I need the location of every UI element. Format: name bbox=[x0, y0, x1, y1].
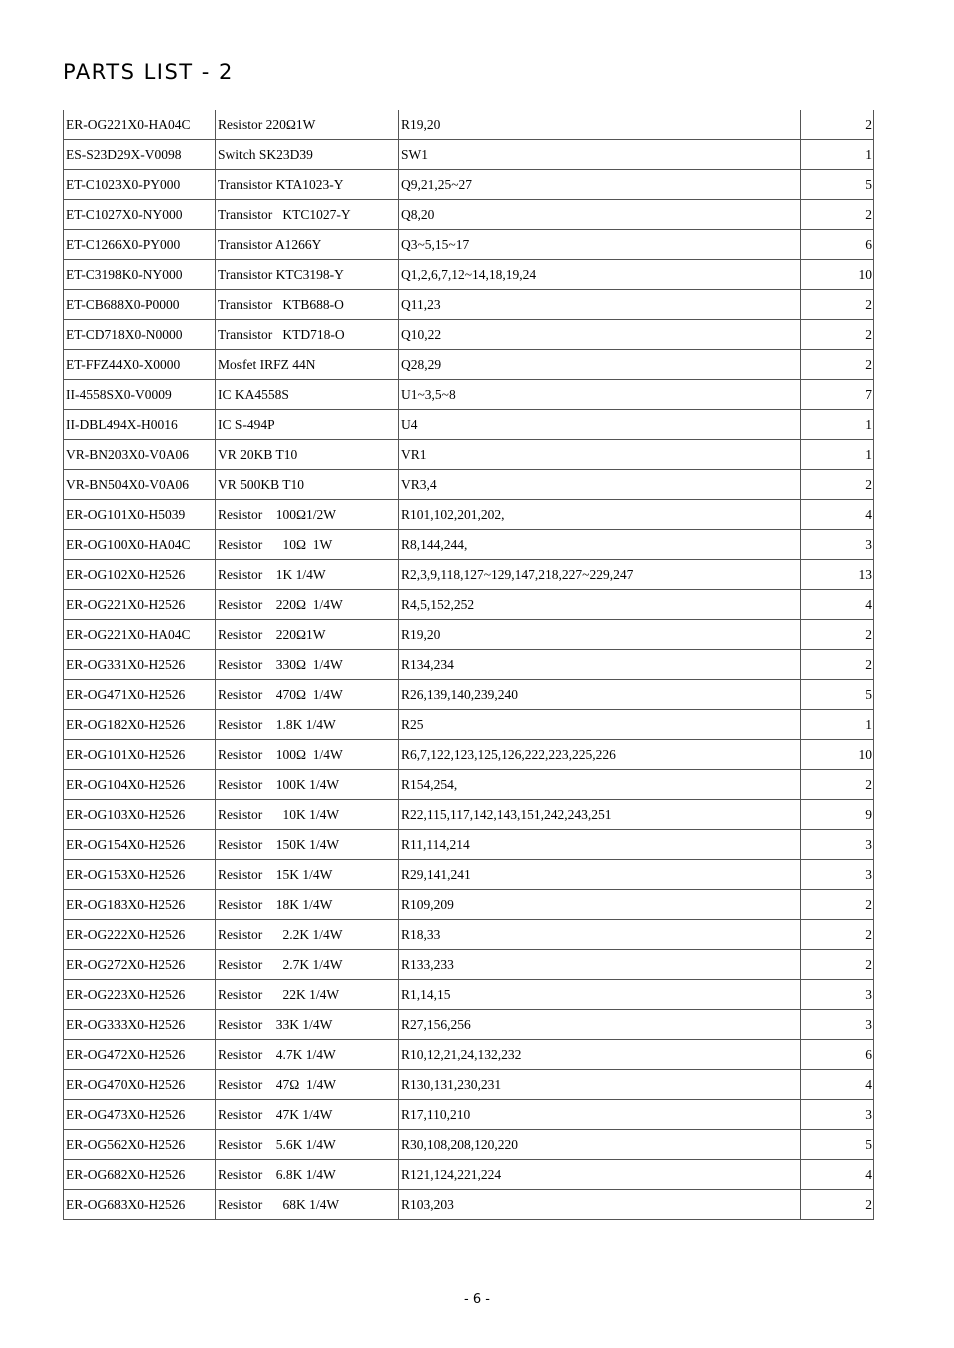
reference-cell: Q10,22 bbox=[399, 320, 801, 350]
table-row bbox=[64, 230, 874, 260]
reference-cell: R29,141,241 bbox=[399, 860, 801, 890]
description-cell: Resistor 22K 1/4W bbox=[216, 980, 399, 1010]
part-code-cell: ET-CD718X0-N0000 bbox=[64, 320, 216, 350]
table-row bbox=[64, 950, 874, 980]
quantity-cell: 2 bbox=[801, 1190, 874, 1220]
table-row bbox=[64, 530, 874, 560]
table-row bbox=[64, 650, 874, 680]
reference-cell: R2,3,9,118,127~129,147,218,227~229,247 bbox=[399, 560, 801, 590]
reference-cell: VR3,4 bbox=[399, 470, 801, 500]
part-code-cell: ET-C1023X0-PY000 bbox=[64, 170, 216, 200]
part-code-cell: ER-OG221X0-HA04C bbox=[64, 620, 216, 650]
reference-cell: R130,131,230,231 bbox=[399, 1070, 801, 1100]
description-cell: Resistor 220Ω1W bbox=[216, 620, 399, 650]
part-code-cell: II-4558SX0-V0009 bbox=[64, 380, 216, 410]
quantity-cell: 3 bbox=[801, 530, 874, 560]
quantity-cell: 2 bbox=[801, 290, 874, 320]
table-row bbox=[64, 740, 874, 770]
table-row bbox=[64, 860, 874, 890]
table-row bbox=[64, 500, 874, 530]
part-code-cell: ER-OG101X0-H5039 bbox=[64, 500, 216, 530]
reference-cell: R30,108,208,120,220 bbox=[399, 1130, 801, 1160]
part-code-cell: ER-OG183X0-H2526 bbox=[64, 890, 216, 920]
quantity-cell: 3 bbox=[801, 830, 874, 860]
table-row bbox=[64, 710, 874, 740]
part-code-cell: ER-OG154X0-H2526 bbox=[64, 830, 216, 860]
table-row bbox=[64, 1010, 874, 1040]
reference-cell: R22,115,117,142,143,151,242,243,251 bbox=[399, 800, 801, 830]
description-cell: Resistor 47Ω 1/4W bbox=[216, 1070, 399, 1100]
table-row bbox=[64, 1130, 874, 1160]
table-row bbox=[64, 890, 874, 920]
description-cell: Transistor KTA1023-Y bbox=[216, 170, 399, 200]
part-code-cell: II-DBL494X-H0016 bbox=[64, 410, 216, 440]
part-code-cell: ER-OG223X0-H2526 bbox=[64, 980, 216, 1010]
part-code-cell: ER-OG222X0-H2526 bbox=[64, 920, 216, 950]
part-code-cell: ET-C1266X0-PY000 bbox=[64, 230, 216, 260]
table-row bbox=[64, 560, 874, 590]
quantity-cell: 2 bbox=[801, 320, 874, 350]
description-cell: Resistor 220Ω 1/4W bbox=[216, 590, 399, 620]
quantity-cell: 2 bbox=[801, 650, 874, 680]
reference-cell: R103,203 bbox=[399, 1190, 801, 1220]
part-code-cell: ER-OG333X0-H2526 bbox=[64, 1010, 216, 1040]
quantity-cell: 5 bbox=[801, 1130, 874, 1160]
part-code-cell: ER-OG470X0-H2526 bbox=[64, 1070, 216, 1100]
table-row bbox=[64, 920, 874, 950]
part-code-cell: ER-OG471X0-H2526 bbox=[64, 680, 216, 710]
quantity-cell: 10 bbox=[801, 260, 874, 290]
page-number: - 6 - bbox=[464, 1292, 490, 1307]
description-cell: Resistor 5.6K 1/4W bbox=[216, 1130, 399, 1160]
parts-table-body bbox=[64, 110, 874, 1220]
description-cell: Resistor 47K 1/4W bbox=[216, 1100, 399, 1130]
quantity-cell: 6 bbox=[801, 1040, 874, 1070]
quantity-cell: 2 bbox=[801, 950, 874, 980]
reference-cell: R11,114,214 bbox=[399, 830, 801, 860]
description-cell: Resistor 100Ω1/2W bbox=[216, 500, 399, 530]
part-code-cell: ER-OG153X0-H2526 bbox=[64, 860, 216, 890]
part-code-cell: VR-BN203X0-V0A06 bbox=[64, 440, 216, 470]
reference-cell: U4 bbox=[399, 410, 801, 440]
reference-cell: R121,124,221,224 bbox=[399, 1160, 801, 1190]
table-row bbox=[64, 410, 874, 440]
quantity-cell: 2 bbox=[801, 920, 874, 950]
part-code-cell: ER-OG682X0-H2526 bbox=[64, 1160, 216, 1190]
description-cell: Resistor 330Ω 1/4W bbox=[216, 650, 399, 680]
table-row bbox=[64, 800, 874, 830]
quantity-cell: 1 bbox=[801, 440, 874, 470]
quantity-cell: 5 bbox=[801, 680, 874, 710]
description-cell: Transistor KTC3198-Y bbox=[216, 260, 399, 290]
table-row bbox=[64, 590, 874, 620]
description-cell: Resistor 470Ω 1/4W bbox=[216, 680, 399, 710]
reference-cell: VR1 bbox=[399, 440, 801, 470]
table-row bbox=[64, 110, 874, 140]
quantity-cell: 4 bbox=[801, 1070, 874, 1100]
part-code-cell: ER-OG104X0-H2526 bbox=[64, 770, 216, 800]
reference-cell: R109,209 bbox=[399, 890, 801, 920]
reference-cell: R17,110,210 bbox=[399, 1100, 801, 1130]
reference-cell: SW1 bbox=[399, 140, 801, 170]
quantity-cell: 2 bbox=[801, 200, 874, 230]
reference-cell: R26,139,140,239,240 bbox=[399, 680, 801, 710]
table-row bbox=[64, 440, 874, 470]
reference-cell: R101,102,201,202, bbox=[399, 500, 801, 530]
table-row bbox=[64, 350, 874, 380]
table-row bbox=[64, 170, 874, 200]
quantity-cell: 2 bbox=[801, 350, 874, 380]
description-cell: Resistor 10Ω 1W bbox=[216, 530, 399, 560]
quantity-cell: 6 bbox=[801, 230, 874, 260]
part-code-cell: VR-BN504X0-V0A06 bbox=[64, 470, 216, 500]
reference-cell: Q3~5,15~17 bbox=[399, 230, 801, 260]
part-code-cell: ER-OG103X0-H2526 bbox=[64, 800, 216, 830]
reference-cell: R19,20 bbox=[399, 620, 801, 650]
reference-cell: R134,234 bbox=[399, 650, 801, 680]
part-code-cell: ER-OG472X0-H2526 bbox=[64, 1040, 216, 1070]
part-code-cell: ES-S23D29X-V0098 bbox=[64, 140, 216, 170]
quantity-cell: 2 bbox=[801, 620, 874, 650]
quantity-cell: 3 bbox=[801, 860, 874, 890]
quantity-cell: 1 bbox=[801, 710, 874, 740]
reference-cell: R133,233 bbox=[399, 950, 801, 980]
part-code-cell: ER-OG272X0-H2526 bbox=[64, 950, 216, 980]
description-cell: Transistor KTB688-O bbox=[216, 290, 399, 320]
reference-cell: Q9,21,25~27 bbox=[399, 170, 801, 200]
reference-cell: R27,156,256 bbox=[399, 1010, 801, 1040]
part-code-cell: ET-CB688X0-P0000 bbox=[64, 290, 216, 320]
quantity-cell: 1 bbox=[801, 410, 874, 440]
reference-cell: R10,12,21,24,132,232 bbox=[399, 1040, 801, 1070]
part-code-cell: ER-OG221X0-HA04C bbox=[64, 110, 216, 140]
part-code-cell: ER-OG101X0-H2526 bbox=[64, 740, 216, 770]
description-cell: Transistor A1266Y bbox=[216, 230, 399, 260]
description-cell: Switch SK23D39 bbox=[216, 140, 399, 170]
table-row bbox=[64, 1070, 874, 1100]
table-row bbox=[64, 1100, 874, 1130]
part-code-cell: ET-C1027X0-NY000 bbox=[64, 200, 216, 230]
part-code-cell: ER-OG683X0-H2526 bbox=[64, 1190, 216, 1220]
reference-cell: Q11,23 bbox=[399, 290, 801, 320]
reference-cell: R18,33 bbox=[399, 920, 801, 950]
quantity-cell: 5 bbox=[801, 170, 874, 200]
table-row bbox=[64, 200, 874, 230]
table-row bbox=[64, 1190, 874, 1220]
quantity-cell: 2 bbox=[801, 110, 874, 140]
reference-cell: U1~3,5~8 bbox=[399, 380, 801, 410]
table-row bbox=[64, 290, 874, 320]
quantity-cell: 3 bbox=[801, 980, 874, 1010]
quantity-cell: 4 bbox=[801, 500, 874, 530]
quantity-cell: 9 bbox=[801, 800, 874, 830]
table-row bbox=[64, 620, 874, 650]
part-code-cell: ET-FFZ44X0-X0000 bbox=[64, 350, 216, 380]
page-title: PARTS LIST - 2 bbox=[63, 60, 234, 84]
table-row bbox=[64, 830, 874, 860]
table-row bbox=[64, 1160, 874, 1190]
reference-cell: Q1,2,6,7,12~14,18,19,24 bbox=[399, 260, 801, 290]
reference-cell: Q8,20 bbox=[399, 200, 801, 230]
reference-cell: R25 bbox=[399, 710, 801, 740]
parts-table bbox=[63, 110, 874, 1220]
part-code-cell: ER-OG182X0-H2526 bbox=[64, 710, 216, 740]
table-row bbox=[64, 140, 874, 170]
description-cell: IC S-494P bbox=[216, 410, 399, 440]
table-row bbox=[64, 680, 874, 710]
reference-cell: Q28,29 bbox=[399, 350, 801, 380]
quantity-cell: 1 bbox=[801, 140, 874, 170]
part-code-cell: ER-OG221X0-H2526 bbox=[64, 590, 216, 620]
description-cell: VR 500KB T10 bbox=[216, 470, 399, 500]
description-cell: Resistor 150K 1/4W bbox=[216, 830, 399, 860]
reference-cell: R19,20 bbox=[399, 110, 801, 140]
quantity-cell: 7 bbox=[801, 380, 874, 410]
quantity-cell: 4 bbox=[801, 1160, 874, 1190]
description-cell: Resistor 220Ω1W bbox=[216, 110, 399, 140]
description-cell: Resistor 1.8K 1/4W bbox=[216, 710, 399, 740]
table-row bbox=[64, 1040, 874, 1070]
description-cell: IC KA4558S bbox=[216, 380, 399, 410]
quantity-cell: 10 bbox=[801, 740, 874, 770]
description-cell: Resistor 1K 1/4W bbox=[216, 560, 399, 590]
part-code-cell: ET-C3198K0-NY000 bbox=[64, 260, 216, 290]
part-code-cell: ER-OG473X0-H2526 bbox=[64, 1100, 216, 1130]
table-row bbox=[64, 260, 874, 290]
quantity-cell: 2 bbox=[801, 890, 874, 920]
description-cell: Resistor 10K 1/4W bbox=[216, 800, 399, 830]
table-row bbox=[64, 320, 874, 350]
quantity-cell: 2 bbox=[801, 470, 874, 500]
description-cell: Resistor 100Ω 1/4W bbox=[216, 740, 399, 770]
description-cell: Resistor 2.2K 1/4W bbox=[216, 920, 399, 950]
reference-cell: R154,254, bbox=[399, 770, 801, 800]
description-cell: Resistor 6.8K 1/4W bbox=[216, 1160, 399, 1190]
description-cell: Resistor 18K 1/4W bbox=[216, 890, 399, 920]
reference-cell: R4,5,152,252 bbox=[399, 590, 801, 620]
table-row bbox=[64, 980, 874, 1010]
description-cell: Resistor 4.7K 1/4W bbox=[216, 1040, 399, 1070]
quantity-cell: 2 bbox=[801, 770, 874, 800]
table-row bbox=[64, 770, 874, 800]
description-cell: VR 20KB T10 bbox=[216, 440, 399, 470]
description-cell: Transistor KTD718-O bbox=[216, 320, 399, 350]
part-code-cell: ER-OG100X0-HA04C bbox=[64, 530, 216, 560]
reference-cell: R1,14,15 bbox=[399, 980, 801, 1010]
description-cell: Resistor 2.7K 1/4W bbox=[216, 950, 399, 980]
part-code-cell: ER-OG331X0-H2526 bbox=[64, 650, 216, 680]
description-cell: Resistor 68K 1/4W bbox=[216, 1190, 399, 1220]
table-row bbox=[64, 470, 874, 500]
reference-cell: R6,7,122,123,125,126,222,223,225,226 bbox=[399, 740, 801, 770]
quantity-cell: 3 bbox=[801, 1010, 874, 1040]
description-cell: Resistor 33K 1/4W bbox=[216, 1010, 399, 1040]
description-cell: Mosfet IRFZ 44N bbox=[216, 350, 399, 380]
reference-cell: R8,144,244, bbox=[399, 530, 801, 560]
description-cell: Resistor 100K 1/4W bbox=[216, 770, 399, 800]
quantity-cell: 13 bbox=[801, 560, 874, 590]
description-cell: Resistor 15K 1/4W bbox=[216, 860, 399, 890]
part-code-cell: ER-OG562X0-H2526 bbox=[64, 1130, 216, 1160]
quantity-cell: 3 bbox=[801, 1100, 874, 1130]
table-row bbox=[64, 380, 874, 410]
quantity-cell: 4 bbox=[801, 590, 874, 620]
description-cell: Transistor KTC1027-Y bbox=[216, 200, 399, 230]
part-code-cell: ER-OG102X0-H2526 bbox=[64, 560, 216, 590]
